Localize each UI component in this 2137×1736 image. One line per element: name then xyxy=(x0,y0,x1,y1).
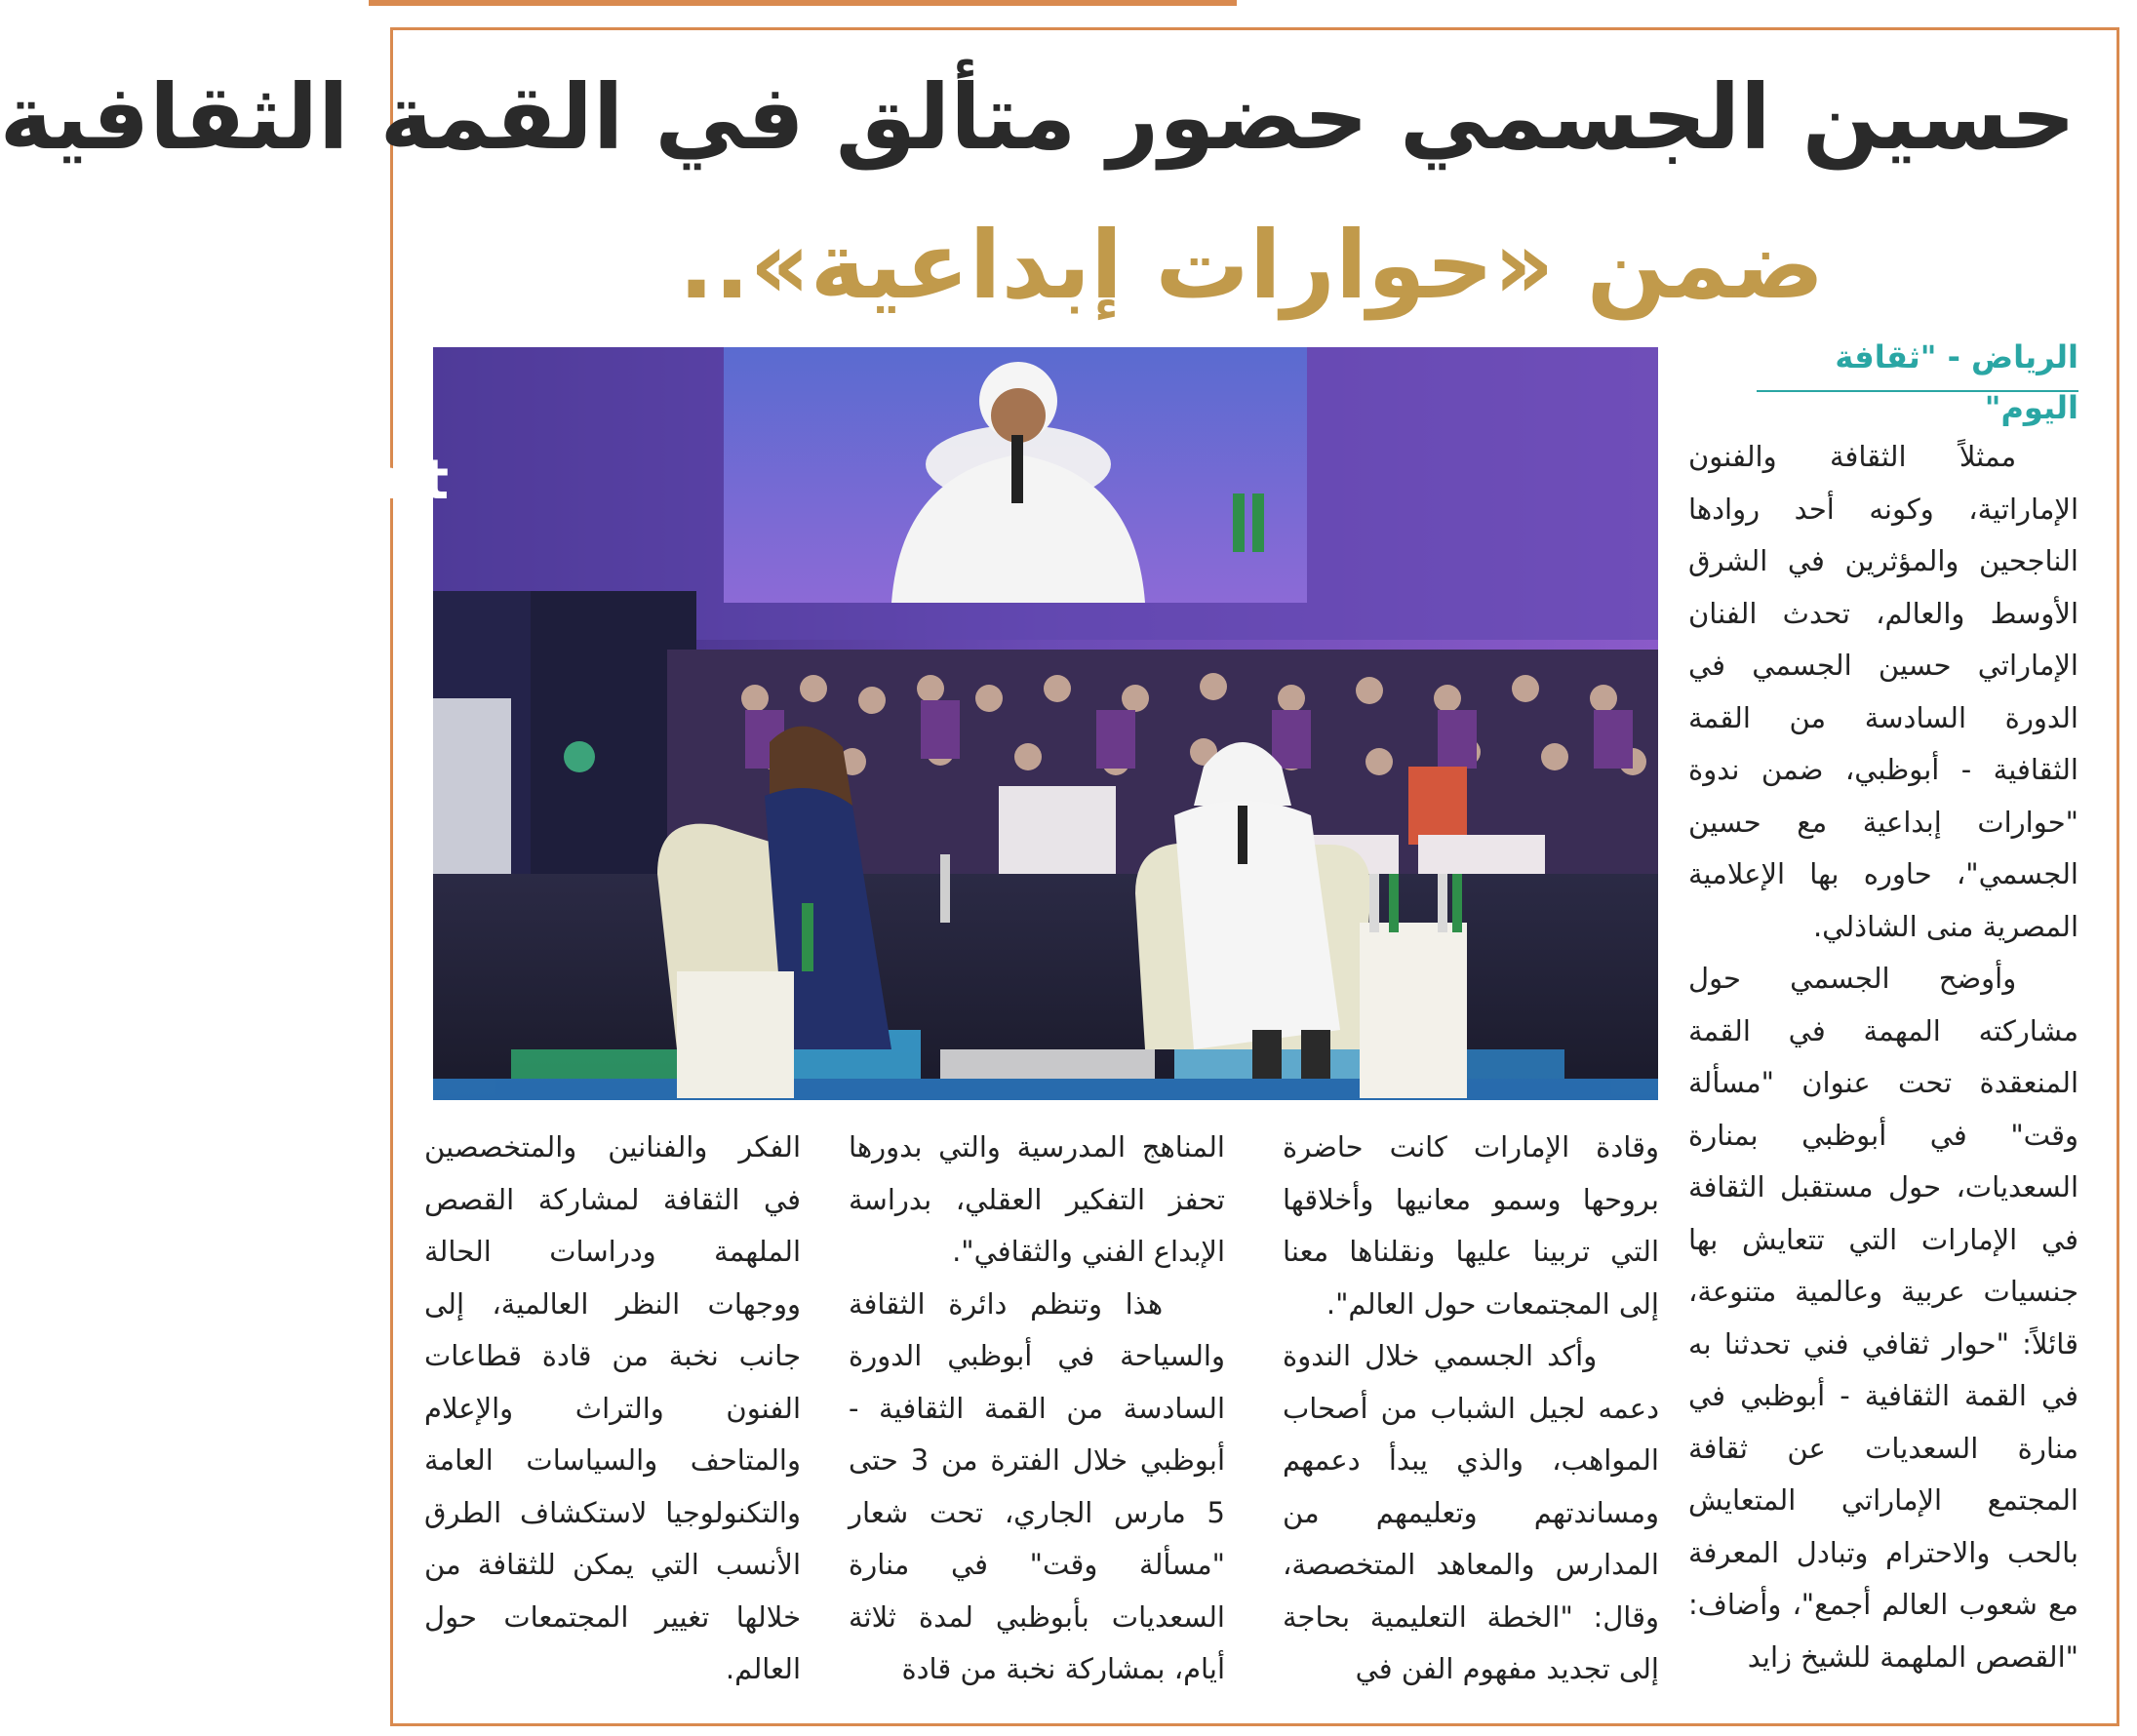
article-column-bottom-1 xyxy=(1283,1122,1659,1696)
paragraph: هذا وتنظم دائرة الثقافة والسياحة في أبوظبي الدورة السادسة من القمة الثقافية - أبوظبي خلال الفترة من 3 حتى 5 مارس الجاري، تحت شعار "مسألة وقت" في منارة السعديات بأبوظبي لمدة ثلاثة أيام، بمشاركة نخبة من قادة xyxy=(849,1286,1225,1685)
paragraph: وقادة الإمارات كانت حاضرة بروحها وسمو معانيها وأخلاقها التي تربينا عليها ونقلناها معنا إلى المجتمعات حول العالم". xyxy=(1283,1130,1659,1321)
paragraph: وأوضح الجسمي حول مشاركته المهمة في القمة المنعقدة تحت عنوان "مسألة وقت" في أبوظبي بمنارة السعديات، حول مستقبل الثقافة في الإمارات التي تتعايش بها جنسيات عربية وعالمية متنوعة، قائلاً: "حوار ثقافي فني تحدثنا به في القمة الثقافية - أبوظبي في منارة السعديات عن ثقافة المجتمع الإماراتي المتعايش بالحب والاحترام وتبادل المعرفة مع شعوب العالم أجمع"، وأضاف: "القصص الملهمة للشيخ زايد xyxy=(1688,962,2078,1674)
article-column-right xyxy=(1688,431,2078,1683)
dateline: الرياض - "ثقافة اليوم" xyxy=(1757,332,2078,392)
summit-logo-icon xyxy=(564,741,595,772)
paragraph: الفكر والفنانين والمتخصصين في الثقافة لمشاركة القصص الملهمة ودراسات الحالة ووجهات النظر العالمية، إلى جانب نخبة من قادة قطاعات الفنون والتراث والإعلام والمتاحف والسياسات العامة والتكنولوجيا لاستكشاف الطرق الأنسب التي يمكن للثقافة من خلالها تغيير المجتمعات حول العالم. xyxy=(424,1130,801,1685)
article-photo xyxy=(365,347,1658,1100)
screen-text: nit xyxy=(365,449,449,512)
paragraph: وأكد الجسمي خلال الندوة دعمه لجيل الشباب من أصحاب المواهب، والذي يبدأ دعمهم ومساندتهم وتعليمهم من المدارس والمعاهد المتخصصة، وقال: "الخطة التعليمية بحاجة إلى تجديد مفهوم الفن في xyxy=(1283,1339,1659,1685)
paragraph: المناهج المدرسية والتي بدورها تحفز التفكير العقلي، بدراسة الإبداع الفني والثقافي". xyxy=(849,1130,1225,1268)
headline-line-2: ضمن «حوارات إبداعية».. xyxy=(678,211,1825,320)
article-column-bottom-3 xyxy=(424,1122,801,1696)
headline-line-1: حسين الجسمي حضور متألق في القمة الثقافية xyxy=(0,65,2076,170)
article-column-bottom-2 xyxy=(849,1122,1225,1696)
stage-interview-illustration xyxy=(365,347,1658,1100)
top-accent-bar xyxy=(369,0,1237,6)
paragraph: ممثلاً الثقافة والفنون الإماراتية، وكونه أحد روادها الناجحين والمؤثرين في الشرق الأوسط والعالم، تحدث الفنان الإماراتي حسين الجسمي في الدورة السادسة من القمة الثقافية - أبوظبي، ضمن ندوة "حوارات إبداعية مع حسين الجسمي"، حاوره بها الإعلامية المصرية منى الشاذلي. xyxy=(1688,440,2078,943)
